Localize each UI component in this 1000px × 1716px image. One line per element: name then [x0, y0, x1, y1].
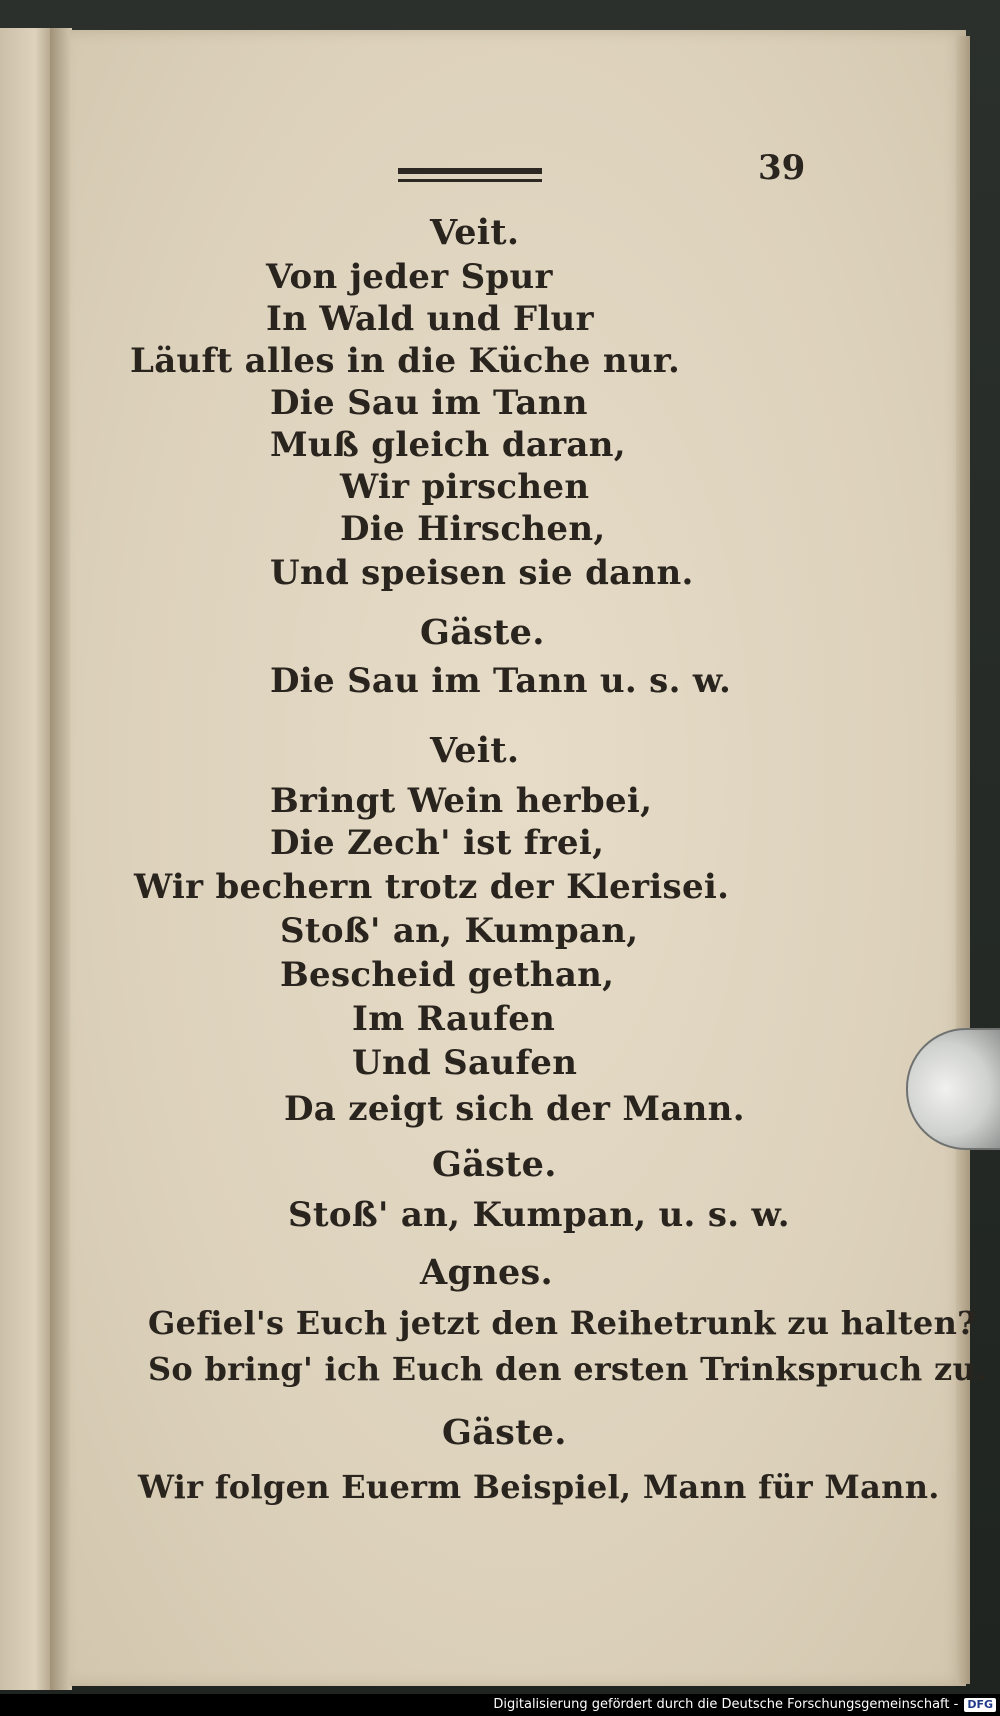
speaker-gaeste-2: Gäste.: [432, 1144, 557, 1185]
verse-line: Im Raufen: [352, 999, 556, 1039]
speaker-agnes: Agnes.: [420, 1252, 554, 1293]
footer-credit: [0, 1694, 1000, 1716]
speaker-veit-2: Veit.: [430, 730, 520, 771]
header-rule-thin: [398, 179, 542, 182]
verse-line: Muß gleich daran,: [270, 425, 626, 465]
verse-line: Läuft alles in die Küche nur.: [130, 341, 681, 381]
verse-line: Die Sau im Tann u. s. w.: [270, 661, 732, 701]
speaker-gaeste-1: Gäste.: [420, 612, 545, 653]
page-number: 39: [758, 148, 806, 188]
verse-line: Die Zech' ist frei,: [270, 823, 605, 863]
verse-line: Bescheid gethan,: [280, 955, 615, 995]
footer-text: Digitalisierung gefördert durch die Deutsche Forschungsgemeinschaft -: [493, 1697, 959, 1712]
verse-line: Und speisen sie dann.: [270, 553, 694, 593]
speaker-gaeste-3: Gäste.: [442, 1412, 567, 1453]
header-rule: [398, 168, 542, 184]
verse-line: Wir pirschen: [340, 467, 590, 507]
verse-line: Von jeder Spur: [266, 257, 553, 297]
verse-line: Wir bechern trotz der Klerisei.: [134, 867, 730, 907]
verse-line: Stoß' an, Kumpan, u. s. w.: [288, 1195, 790, 1235]
verse-line: Da zeigt sich der Mann.: [284, 1089, 745, 1129]
verse-line: Gefiel's Euch jetzt den Reihetrunk zu halten?: [148, 1304, 977, 1342]
dfg-logo-icon: DFG: [964, 1698, 996, 1712]
verse-line: So bring' ich Euch den ersten Trinkspruch zu.: [148, 1350, 988, 1388]
verse-line: Wir folgen Euerm Beispiel, Mann für Mann.: [138, 1468, 940, 1506]
verse-line: In Wald und Flur: [266, 299, 594, 339]
verse-line: Und Saufen: [352, 1043, 578, 1083]
verse-line: Die Sau im Tann: [270, 383, 588, 423]
header-rule-thick: [398, 168, 542, 174]
left-page-edge: [0, 28, 52, 1690]
book-gutter: [50, 28, 72, 1690]
speaker-veit-1: Veit.: [430, 212, 520, 253]
verse-line: Bringt Wein herbei,: [270, 781, 653, 821]
verse-line: Stoß' an, Kumpan,: [280, 911, 639, 951]
page-edge-shadow: [956, 36, 970, 1684]
verse-line: Die Hirschen,: [340, 509, 606, 549]
